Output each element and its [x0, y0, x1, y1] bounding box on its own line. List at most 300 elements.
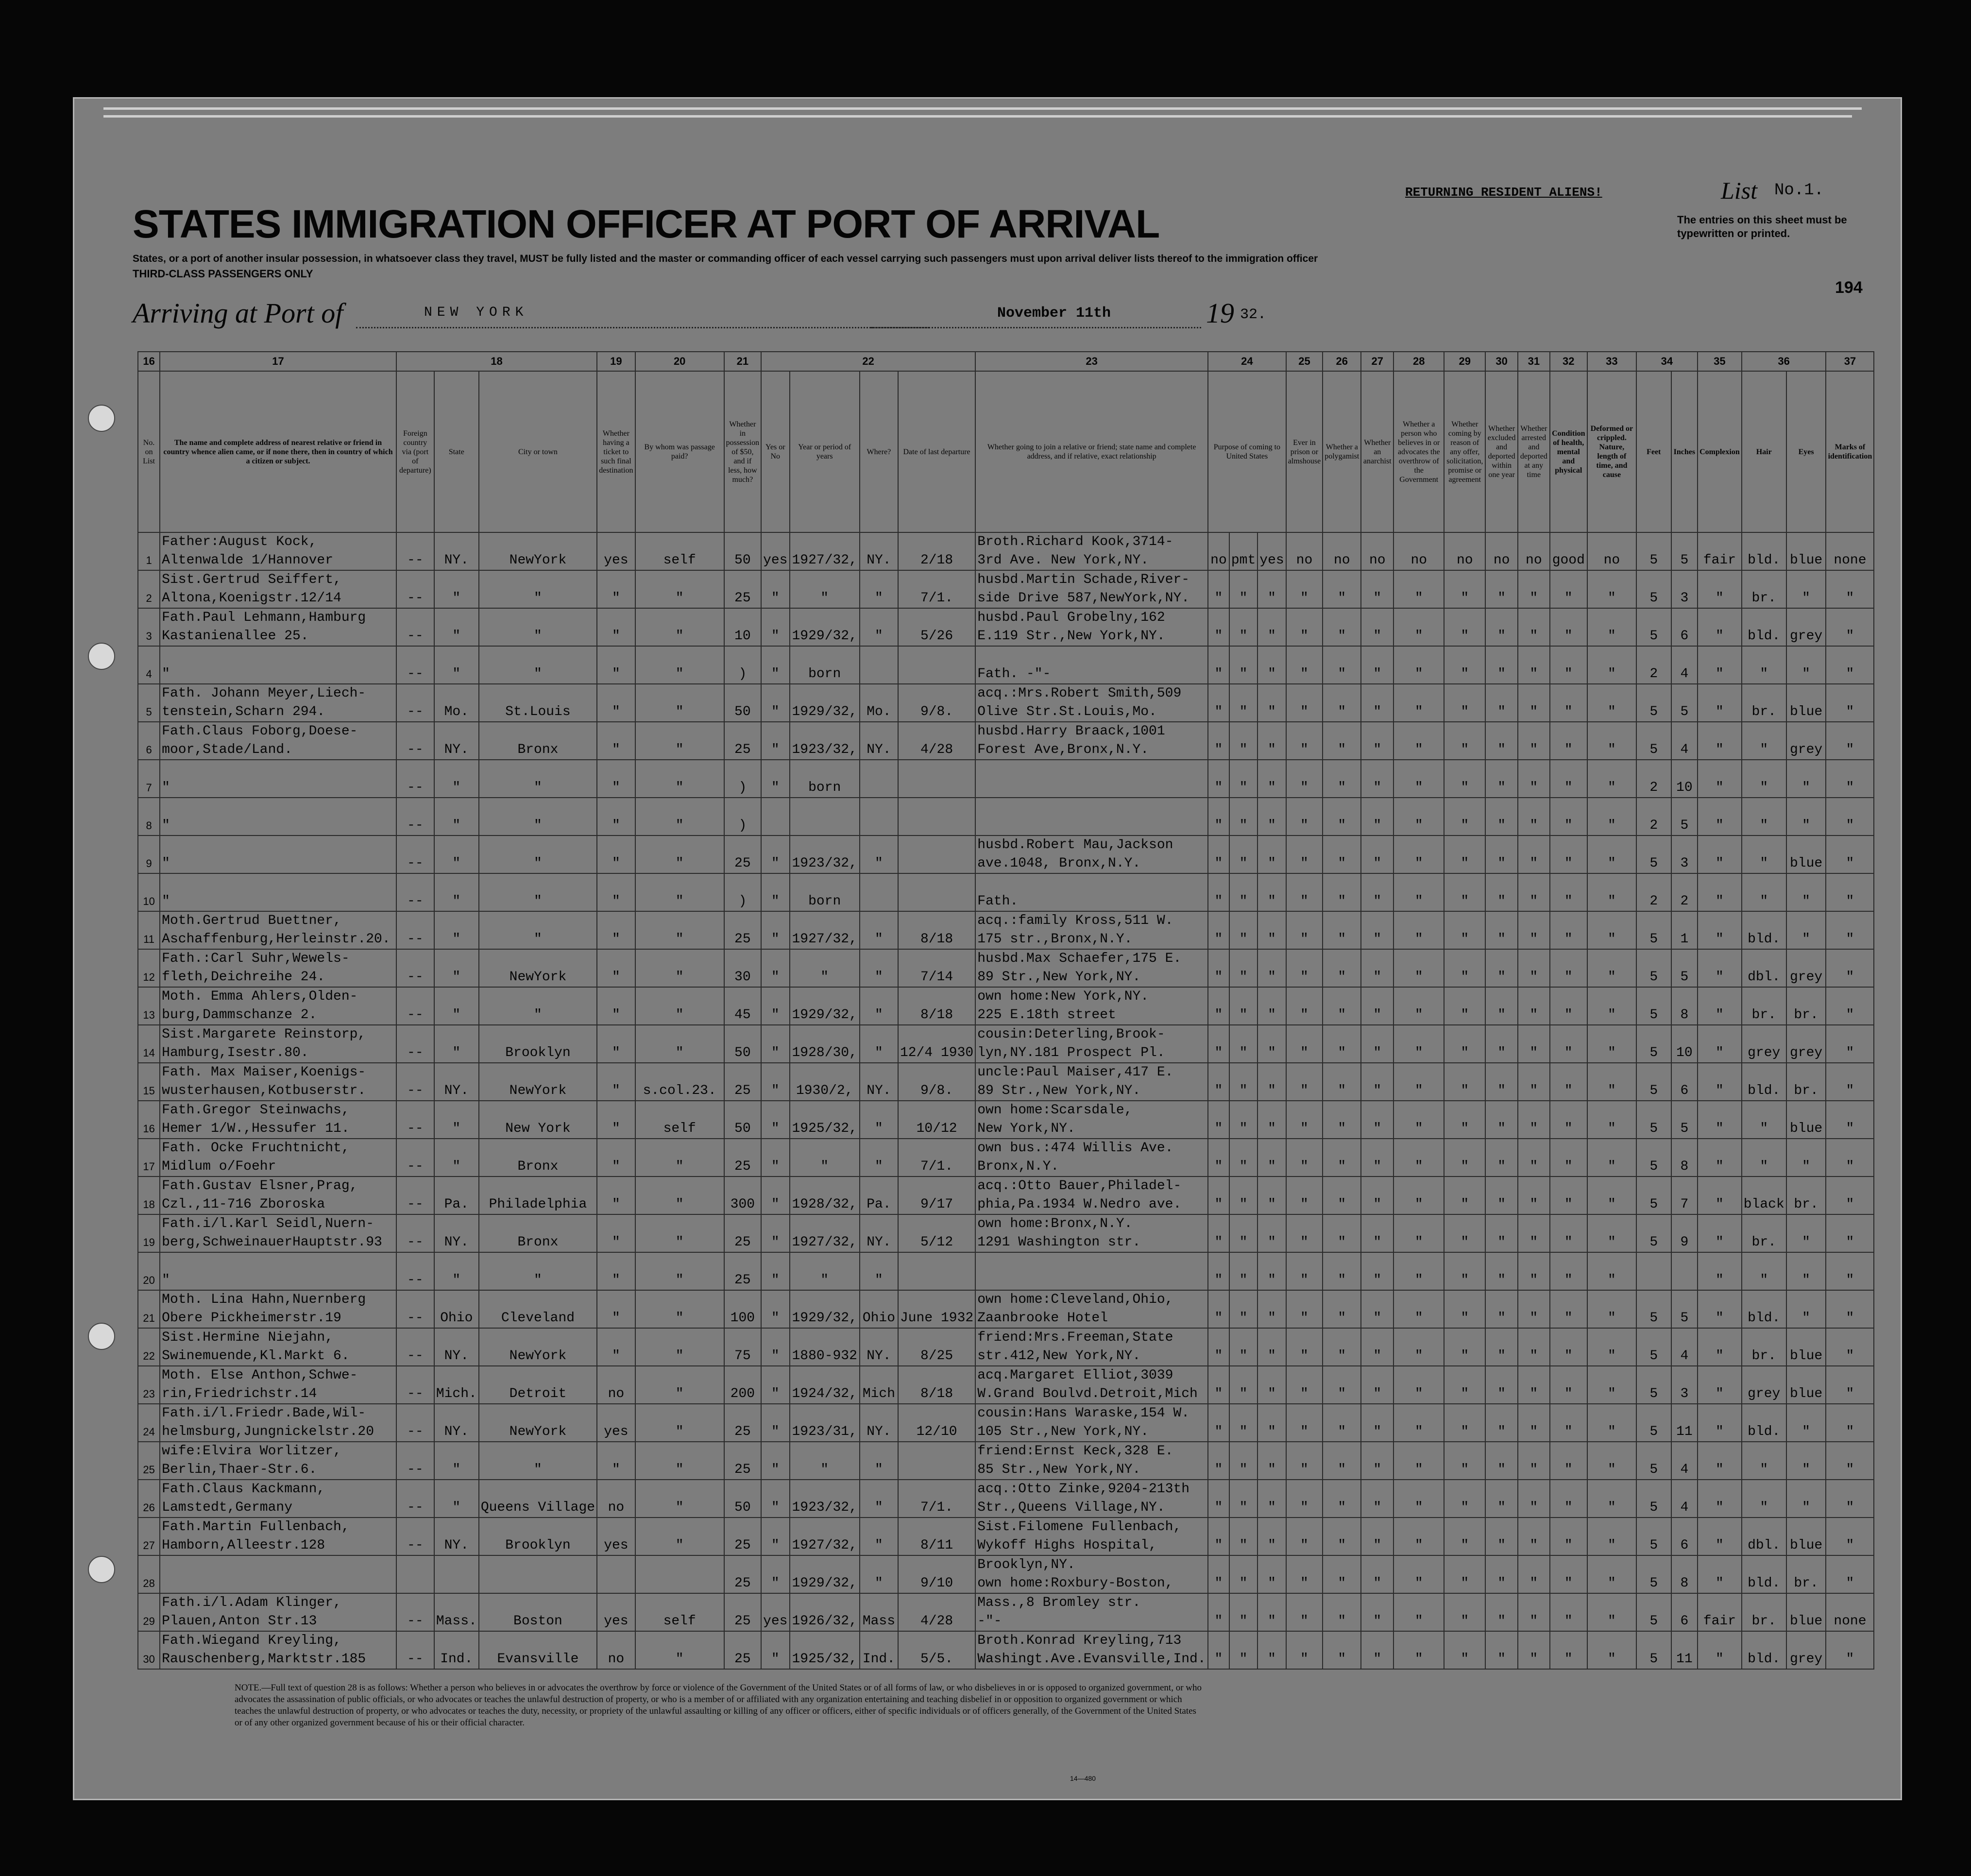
dep-cell [898, 892, 975, 911]
ticket-cell: " [597, 1195, 635, 1214]
purpose-cell: " [1208, 1385, 1229, 1404]
prison-cell [1286, 1631, 1323, 1650]
yn-cell [761, 873, 789, 892]
table-row [138, 608, 1900, 627]
q31-cell [1518, 722, 1550, 741]
purpose-cell [1208, 1063, 1229, 1082]
city-cell: Brooklyn [479, 1044, 597, 1063]
deformed-cell: " [1587, 930, 1636, 949]
poly-cell: " [1323, 1158, 1361, 1177]
hair-cell: dbl. [1742, 1536, 1786, 1555]
years-cell: 1923/32, [790, 1499, 860, 1518]
anarch-cell: " [1361, 892, 1393, 911]
remain-cell: yes [1257, 551, 1286, 570]
relative-cell: Moth.Gertrud Buettner, [160, 911, 396, 930]
yn-cell: " [761, 703, 789, 722]
deformed-cell: " [1587, 1423, 1636, 1442]
q30-cell: " [1485, 1120, 1518, 1139]
q29-cell [1444, 608, 1485, 627]
state-cell: " [434, 1120, 479, 1139]
eyes-cell [1786, 1328, 1826, 1347]
eyes-cell [1786, 873, 1826, 892]
q28-cell: no [1393, 551, 1444, 570]
header-purpose: Purpose of coming to United States [1208, 371, 1286, 532]
marks-cell [1826, 1518, 1874, 1536]
prison-cell [1286, 798, 1323, 817]
city-cell [479, 1631, 597, 1650]
marks-cell [1826, 873, 1874, 892]
dep-cell: 8/18 [898, 930, 975, 949]
q29-cell: " [1444, 1574, 1485, 1593]
remain-cell: " [1257, 1044, 1286, 1063]
ticket-cell [597, 1177, 635, 1195]
table-row [138, 836, 1900, 854]
where-cell: " [860, 1461, 898, 1480]
complexion-cell [1698, 1025, 1742, 1044]
state-cell [434, 646, 479, 665]
marks-cell [1826, 1139, 1874, 1158]
marks-cell: " [1826, 741, 1874, 760]
row-number [138, 722, 160, 741]
state-cell [434, 1101, 479, 1120]
complexion-cell: " [1698, 1082, 1742, 1101]
ticket-cell: " [597, 1006, 635, 1025]
q29-cell [1444, 798, 1485, 817]
where-cell [860, 760, 898, 779]
dep-cell: 7/1. [898, 1499, 975, 1518]
header-q31: Whether arrested and deported at any time [1518, 371, 1550, 532]
city-cell: NewYork [479, 1423, 597, 1442]
table-row [138, 646, 1900, 665]
state-cell [434, 1518, 479, 1536]
q29-cell: " [1444, 589, 1485, 608]
foreign-cell [396, 1366, 434, 1385]
complexion-cell: " [1698, 1499, 1742, 1518]
header-join-relative: Whether going to join a relative or friend; state name and complete address, and if relative, exact relationship [975, 371, 1208, 532]
inches-cell [1671, 911, 1698, 930]
where-cell: Mo. [860, 703, 898, 722]
feet-cell: 2 [1636, 665, 1671, 684]
poly-cell [1323, 646, 1361, 665]
eyes-cell: " [1786, 1461, 1826, 1480]
prison-cell [1286, 836, 1323, 854]
poly-cell [1323, 1252, 1361, 1271]
header-polygamist: Whether a polygamist [1323, 371, 1361, 532]
relative-cell [160, 798, 396, 817]
years-cell [790, 1025, 860, 1044]
dep-cell [898, 1593, 975, 1612]
city-cell [479, 1025, 597, 1044]
state-cell: " [434, 1499, 479, 1518]
city-cell: Philadelphia [479, 1195, 597, 1214]
join-cell: Mass.,8 Bromley str. [975, 1593, 1208, 1612]
marks-cell [1826, 1177, 1874, 1195]
where-cell: " [860, 930, 898, 949]
years-cell [790, 798, 860, 817]
table-row [138, 665, 1900, 684]
foreign-cell: -- [396, 817, 434, 836]
foreign-cell: -- [396, 1044, 434, 1063]
complexion-cell: " [1698, 665, 1742, 684]
inches-cell: 4 [1671, 1499, 1698, 1518]
length-cell: " [1229, 1271, 1257, 1290]
remain-cell: " [1257, 817, 1286, 836]
dep-cell [898, 1025, 975, 1044]
prison-cell [1286, 722, 1323, 741]
marks-cell [1826, 949, 1874, 968]
yn-cell: yes [761, 551, 789, 570]
eyes-cell [1786, 1252, 1826, 1271]
dep-cell: June 1932 [898, 1309, 975, 1328]
ticket-cell [597, 646, 635, 665]
ticket-cell [597, 1574, 635, 1593]
poly-cell: " [1323, 589, 1361, 608]
health-cell [1550, 532, 1587, 551]
q29-cell [1444, 1442, 1485, 1461]
money-cell: 25 [724, 1233, 761, 1252]
table-row [138, 532, 1900, 551]
where-cell: " [860, 627, 898, 646]
state-cell [434, 760, 479, 779]
q28-cell [1393, 1480, 1444, 1499]
anarch-cell [1361, 1631, 1393, 1650]
q29-cell [1444, 1518, 1485, 1536]
q28-cell: " [1393, 1423, 1444, 1442]
complexion-cell: " [1698, 1650, 1742, 1669]
state-cell [434, 1480, 479, 1499]
hair-cell [1742, 760, 1786, 779]
join-cell: husbd.Max Schaefer,175 E. [975, 949, 1208, 968]
length-cell: " [1229, 1195, 1257, 1214]
health-cell: " [1550, 1536, 1587, 1555]
where-cell [860, 779, 898, 798]
yn-cell: " [761, 1650, 789, 1669]
ticket-cell [597, 911, 635, 930]
money-cell: 100 [724, 1309, 761, 1328]
q31-cell: " [1518, 1385, 1550, 1404]
paid-cell: " [635, 1309, 724, 1328]
hair-cell: bld. [1742, 1309, 1786, 1328]
year-prefix: 19 [1206, 297, 1234, 329]
feet-cell [1636, 646, 1671, 665]
length-cell: " [1229, 589, 1257, 608]
join-cell: own home:Scarsdale, [975, 1101, 1208, 1120]
join-cell: W.Grand Boulvd.Detroit,Mich [975, 1385, 1208, 1404]
city-cell [479, 1063, 597, 1082]
deformed-cell [1587, 1177, 1636, 1195]
q29-cell [1444, 1214, 1485, 1233]
city-cell [479, 646, 597, 665]
header-no-on-list: No. on List [138, 371, 160, 532]
years-cell [790, 987, 860, 1006]
anarch-cell [1361, 646, 1393, 665]
length-cell [1229, 1177, 1257, 1195]
table-row [138, 968, 1900, 987]
inches-cell: 5 [1671, 817, 1698, 836]
where-cell [860, 817, 898, 836]
row-number: 11 [138, 930, 160, 949]
yn-cell: " [761, 1271, 789, 1290]
col-num: 28 [1393, 352, 1444, 371]
deformed-cell [1587, 1593, 1636, 1612]
length-cell [1229, 987, 1257, 1006]
hair-cell: br. [1742, 703, 1786, 722]
q29-cell [1444, 760, 1485, 779]
poly-cell: " [1323, 1195, 1361, 1214]
health-cell [1550, 1480, 1587, 1499]
relative-cell: Fath.Gustav Elsner,Prag, [160, 1177, 396, 1195]
length-cell: " [1229, 1309, 1257, 1328]
feet-cell: 5 [1636, 1347, 1671, 1366]
complexion-cell: " [1698, 1309, 1742, 1328]
table-row [138, 1177, 1900, 1195]
paid-cell [635, 1214, 724, 1233]
length-cell: " [1229, 1233, 1257, 1252]
marks-cell [1826, 1252, 1874, 1271]
relative-cell: Plauen,Anton Str.13 [160, 1612, 396, 1631]
anarch-cell: " [1361, 779, 1393, 798]
deformed-cell: " [1587, 779, 1636, 798]
purpose-cell [1208, 1328, 1229, 1347]
poly-cell: " [1323, 930, 1361, 949]
where-cell [860, 1025, 898, 1044]
row-number: 1 [138, 551, 160, 570]
ticket-cell: " [597, 741, 635, 760]
ticket-cell: " [597, 854, 635, 873]
where-cell [860, 1480, 898, 1499]
years-cell: 1927/32, [790, 551, 860, 570]
purpose-cell: " [1208, 1082, 1229, 1101]
state-cell [434, 836, 479, 854]
complexion-cell: " [1698, 968, 1742, 987]
relative-cell: Fath.i/l.Adam Klinger, [160, 1593, 396, 1612]
table-row [138, 1612, 1900, 1631]
prison-cell [1286, 760, 1323, 779]
ticket-cell [597, 760, 635, 779]
feet-cell [1636, 1328, 1671, 1347]
paid-cell: " [635, 703, 724, 722]
q28-cell [1393, 1366, 1444, 1385]
anarch-cell [1361, 570, 1393, 589]
complexion-cell [1698, 1555, 1742, 1574]
poly-cell [1323, 1518, 1361, 1536]
remain-cell: " [1257, 1461, 1286, 1480]
paid-cell: " [635, 1195, 724, 1214]
inches-cell [1671, 987, 1698, 1006]
ticket-cell: " [597, 1271, 635, 1290]
marks-cell: " [1826, 1158, 1874, 1177]
relative-cell: Berlin,Thaer-Str.6. [160, 1461, 396, 1480]
deformed-cell: " [1587, 589, 1636, 608]
q28-cell: " [1393, 665, 1444, 684]
hair-cell: dbl. [1742, 968, 1786, 987]
hair-cell: " [1742, 817, 1786, 836]
years-cell: 1927/32, [790, 1233, 860, 1252]
q28-cell: " [1393, 1461, 1444, 1480]
remain-cell: " [1257, 1536, 1286, 1555]
health-cell [1550, 987, 1587, 1006]
row-number: 20 [138, 1271, 160, 1290]
anarch-cell: " [1361, 1385, 1393, 1404]
dep-cell [898, 665, 975, 684]
money-cell [724, 1177, 761, 1195]
header-q28: Whether a person who believes in or advocates the overthrow of the Government [1393, 371, 1444, 532]
length-cell [1229, 1593, 1257, 1612]
deformed-cell [1587, 608, 1636, 627]
hair-cell [1742, 798, 1786, 817]
anarch-cell: " [1361, 1271, 1393, 1290]
feet-cell [1636, 1366, 1671, 1385]
health-cell: " [1550, 1120, 1587, 1139]
prison-cell [1286, 1593, 1323, 1612]
relative-cell: Fath.Claus Kackmann, [160, 1480, 396, 1499]
money-cell: 50 [724, 1499, 761, 1518]
row-number [138, 1555, 160, 1574]
where-cell: " [860, 1499, 898, 1518]
city-cell [479, 911, 597, 930]
feet-cell [1636, 911, 1671, 930]
remain-cell: " [1257, 1195, 1286, 1214]
paid-cell: " [635, 930, 724, 949]
length-cell [1229, 532, 1257, 551]
eyes-cell [1786, 608, 1826, 627]
purpose-cell [1208, 608, 1229, 627]
q28-cell [1393, 1404, 1444, 1423]
remain-cell [1257, 1555, 1286, 1574]
poly-cell: " [1323, 1120, 1361, 1139]
page-title: STATES IMMIGRATION OFFICER AT PORT OF ARRIVAL [133, 202, 1160, 246]
deformed-cell: " [1587, 1385, 1636, 1404]
q29-cell [1444, 1025, 1485, 1044]
dep-cell [898, 1271, 975, 1290]
deformed-cell [1587, 1139, 1636, 1158]
list-label: List [1721, 177, 1758, 204]
ticket-cell: " [597, 817, 635, 836]
foreign-cell [396, 1404, 434, 1423]
yn-cell [761, 1025, 789, 1044]
table-row [138, 1480, 1900, 1499]
health-cell [1550, 1025, 1587, 1044]
header-where: Where? [860, 371, 898, 532]
health-cell [1550, 1518, 1587, 1536]
q29-cell: " [1444, 854, 1485, 873]
paid-cell: " [635, 1233, 724, 1252]
prison-cell [1286, 911, 1323, 930]
join-cell: own home:New York,NY. [975, 987, 1208, 1006]
header-inches: Inches [1671, 371, 1698, 532]
row-number: 14 [138, 1044, 160, 1063]
table-row [138, 1158, 1900, 1177]
row-number: 19 [138, 1233, 160, 1252]
q31-cell [1518, 1139, 1550, 1158]
prison-cell: " [1286, 1309, 1323, 1328]
eyes-cell [1786, 987, 1826, 1006]
complexion-cell [1698, 722, 1742, 741]
q29-cell: " [1444, 1499, 1485, 1518]
q30-cell: " [1485, 741, 1518, 760]
dep-cell [898, 1480, 975, 1499]
city-cell [479, 1214, 597, 1233]
paper-edge [103, 115, 1852, 118]
remain-cell [1257, 911, 1286, 930]
length-cell: " [1229, 1006, 1257, 1025]
feet-cell [1636, 1555, 1671, 1574]
feet-cell [1636, 570, 1671, 589]
remain-cell: " [1257, 779, 1286, 798]
feet-cell [1636, 1631, 1671, 1650]
join-cell: own home:Bronx,N.Y. [975, 1214, 1208, 1233]
relative-cell: wife:Elvira Worlitzer, [160, 1442, 396, 1461]
purpose-cell: " [1208, 968, 1229, 987]
complexion-cell [1698, 1366, 1742, 1385]
health-cell [1550, 1328, 1587, 1347]
q31-cell [1518, 1025, 1550, 1044]
years-cell: 1929/32, [790, 1309, 860, 1328]
marks-cell [1826, 1214, 1874, 1233]
where-cell: Ohio [860, 1309, 898, 1328]
row-number [138, 1366, 160, 1385]
where-cell [860, 1139, 898, 1158]
inches-cell: 1 [1671, 930, 1698, 949]
health-cell: " [1550, 703, 1587, 722]
complexion-cell: " [1698, 1271, 1742, 1290]
footnote: NOTE.—Full text of question 28 is as follows: Whether a person who believes in or advocates the overthrow by force or violence of the Government of the United States or of all forms of law, or who disbelieves in or is opposed to organized government, or who advocates the assassination of public officials, or who advocates or teaches the unlawful destruction of property, or who is a member of or affiliated with any organization entertaining and teaching disbelief in or opposition to organized government or which teaches the unlawful destruction of property, or who advocates or teaches the duty, necessity, or propriety of the unlawful assaulting or killing of any officer or officers, either of specific individuals or of officers generally, of the Government of the United States or of any other organized government because of his or their official character. [235, 1683, 1202, 1728]
marks-cell: " [1826, 1006, 1874, 1025]
q31-cell [1518, 1480, 1550, 1499]
city-cell [479, 836, 597, 854]
anarch-cell [1361, 1101, 1393, 1120]
complexion-cell [1698, 1442, 1742, 1461]
table-row [138, 1063, 1900, 1082]
q28-cell: " [1393, 1082, 1444, 1101]
health-cell: " [1550, 1233, 1587, 1252]
table-row [138, 1328, 1900, 1347]
years-cell [790, 817, 860, 836]
foreign-cell: -- [396, 1385, 434, 1404]
table-row [138, 1120, 1900, 1139]
q29-cell: " [1444, 1423, 1485, 1442]
where-cell: " [860, 1271, 898, 1290]
remain-cell: " [1257, 589, 1286, 608]
purpose-cell [1208, 1177, 1229, 1195]
dep-cell: 9/8. [898, 1082, 975, 1101]
q30-cell: " [1485, 968, 1518, 987]
inches-cell [1671, 1101, 1698, 1120]
prison-cell: " [1286, 589, 1323, 608]
health-cell [1550, 1063, 1587, 1082]
where-cell [860, 1101, 898, 1120]
remain-cell [1257, 798, 1286, 817]
purpose-cell [1208, 760, 1229, 779]
row-number [138, 1063, 160, 1082]
purpose-cell [1208, 1480, 1229, 1499]
poly-cell: " [1323, 1385, 1361, 1404]
poly-cell [1323, 1442, 1361, 1461]
q31-cell [1518, 532, 1550, 551]
q28-cell [1393, 1139, 1444, 1158]
anarch-cell: " [1361, 1574, 1393, 1593]
dep-cell [898, 760, 975, 779]
remain-cell: " [1257, 1385, 1286, 1404]
col-num: 31 [1518, 352, 1550, 371]
paid-cell [635, 722, 724, 741]
paid-cell: " [635, 968, 724, 987]
eyes-cell [1786, 532, 1826, 551]
feet-cell: 5 [1636, 1499, 1671, 1518]
anarch-cell [1361, 1025, 1393, 1044]
q29-cell: " [1444, 1385, 1485, 1404]
hair-cell: bld. [1742, 627, 1786, 646]
